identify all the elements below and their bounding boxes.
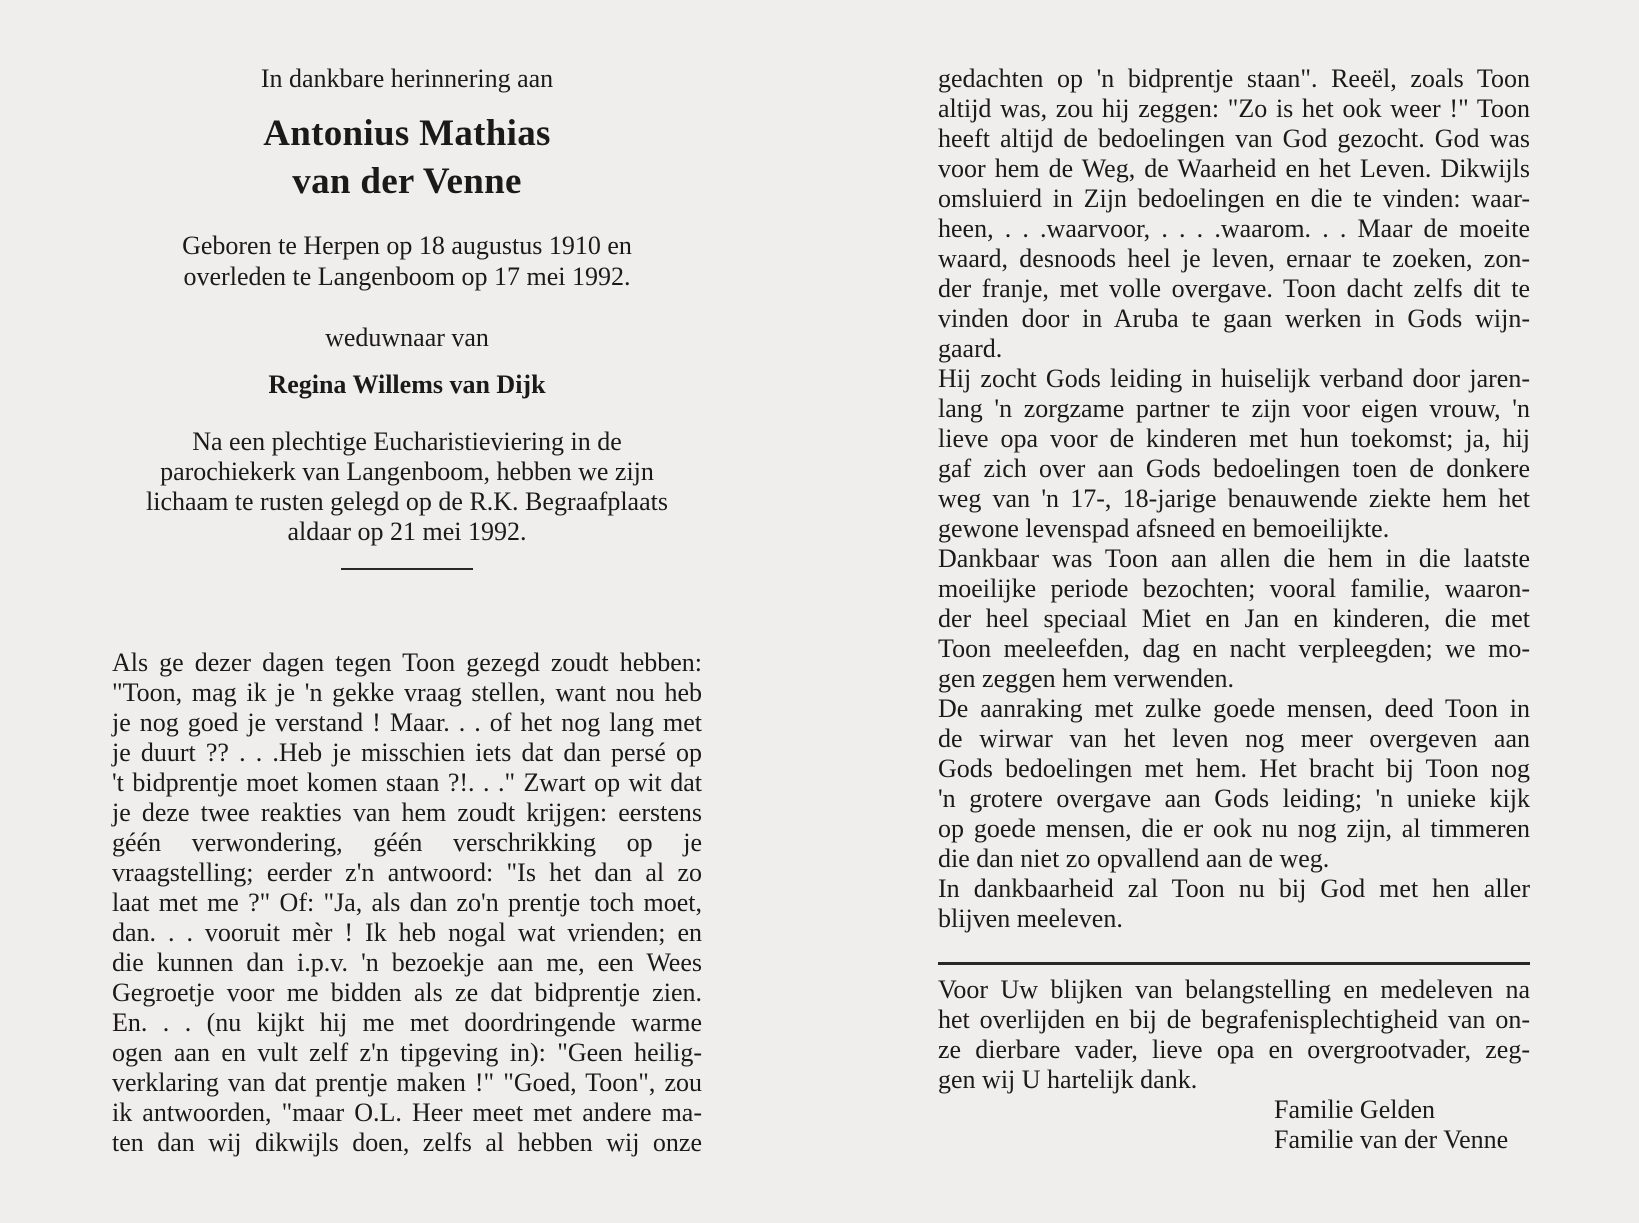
text-line: Gods bedoelingen met hem. Het bracht bij Toon nog: [938, 754, 1530, 783]
text-line: die dan niet zo opvallend aan de weg.: [938, 844, 1330, 873]
text-line: der franje, met volle overgave. Toon dacht zelfs dit te: [938, 274, 1530, 303]
text-line: op goede mensen, die er ook nu nog zijn, al timmeren: [938, 814, 1530, 843]
text-line: ze dierbare vader, lieve opa en overgrootvader, zeg-: [938, 1035, 1530, 1064]
text-line: Voor Uw blijken van belangstelling en medeleven na: [938, 975, 1530, 1004]
funeral-mass-info: [112, 427, 702, 547]
mass-line: lichaam te rusten gelegd op de R.K. Begraafplaats: [146, 487, 668, 516]
text-line: Als ge dezer dagen tegen Toon gezegd zoudt hebben:: [112, 648, 702, 677]
text-line: de wirwar van het leven nog meer overgeven aan: [938, 724, 1530, 753]
text-line: In dankbaarheid zal Toon nu bij God met hen aller: [938, 874, 1530, 903]
text-line: der heel speciaal Miet en Jan en kinderen, die met: [938, 604, 1530, 633]
text-line: gedachten op 'n bidprentje staan". Reeël, zoals Toon: [938, 64, 1530, 93]
mass-line: aldaar op 21 mei 1992.: [287, 517, 527, 546]
text-line: waard, desnoods heel je leven, ernaar te zoeken, zon-: [938, 244, 1530, 273]
text-line: Toon meeleefden, dag en nacht verpleegden; we mo-: [938, 634, 1530, 663]
text-line: verklaring van dat prentje maken !" "Goed, Toon", zou: [112, 1068, 702, 1097]
thank-you-text: [938, 975, 1530, 1095]
text-line: géén verwondering, géén verschrikking op je: [112, 828, 702, 857]
text-line: die kunnen dan i.p.v. 'n bezoekje aan me, een Wees: [112, 948, 702, 977]
text-line: 't bidprentje moet komen staan ?!. . ." Zwart op wit dat: [112, 768, 702, 797]
text-line: dan. . . vooruit mèr ! Ik heb nogal wat vrienden; en: [112, 918, 702, 947]
text-line: je nog goed je verstand ! Maar. . . of het nog lang met: [112, 708, 702, 737]
deceased-name-line1: Antonius Mathias: [263, 113, 551, 154]
text-line: Hij zocht Gods leiding in huiselijk verband door jaren-: [938, 364, 1530, 393]
text-line: je deze twee reakties van hem zoudt krijgen: eerstens: [112, 798, 702, 827]
text-line: laat met me ?" Of: "Ja, als dan zo'n prentje toch moet,: [112, 888, 702, 917]
text-line: gaf zich over aan Gods bedoelingen toen de donkere: [938, 454, 1530, 483]
text-line: ten dan wij dikwijls doen, zelfs al hebben wij onze: [112, 1128, 702, 1157]
family-name: Familie van der Venne: [1274, 1125, 1509, 1154]
mass-line: parochiekerk van Langenboom, hebben we zijn: [160, 457, 654, 486]
widow-label: weduwnaar van: [325, 323, 489, 352]
text-line: 'n grotere overgave aan Gods leiding; 'n unieke kijk: [938, 784, 1530, 813]
text-line: gen wij U hartelijk dank.: [938, 1065, 1198, 1094]
deceased-name-line2: van der Venne: [292, 161, 522, 202]
text-line: vraagstelling; eerder z'n antwoord: "Is het dan al zo: [112, 858, 702, 887]
text-line: altijd was, zou hij zeggen: "Zo is het ook weer !" Toon: [938, 94, 1530, 123]
text-line: lieve opa voor de kinderen met hun toekomst; ja, hij: [938, 424, 1530, 453]
text-line: weg van 'n 17-, 18-jarige benauwende ziekte hem het: [938, 484, 1530, 513]
memorial-text-right: [938, 64, 1530, 934]
text-line: gewone levenspad afsneed en bemoeilijkte.: [938, 514, 1390, 543]
text-line: vinden door in Aruba te gaan werken in Gods wijn-: [938, 304, 1530, 333]
spouse-name: Regina Willems van Dijk: [268, 370, 546, 399]
text-line: heeft altijd de bedoelingen van God gezocht. God was: [938, 124, 1530, 153]
intro-text: In dankbare herinnering aan: [260, 64, 554, 93]
text-line: moeilijke periode bezochten; vooral familie, waaron-: [938, 574, 1530, 603]
text-line: En. . . (nu kijkt hij me met doordringende warme: [112, 1008, 702, 1037]
birth-line: Geboren te Herpen op 18 augustus 1910 en: [182, 231, 632, 260]
memorial-text-left: [112, 648, 702, 1158]
text-line: De aanraking met zulke goede mensen, deed Toon in: [938, 694, 1530, 723]
text-line: je duurt ?? . . .Heb je misschien iets dat dan persé op: [112, 738, 702, 767]
text-line: gen zeggen hem verwenden.: [938, 664, 1234, 693]
mass-line: Na een plechtige Eucharistieviering in de: [192, 427, 622, 456]
birth-death-info: [112, 230, 702, 292]
text-line: omsluierd in Zijn bedoelingen en die te vinden: waar-: [938, 184, 1530, 213]
text-line: Gegroetje voor me bidden als ze dat bidprentje zien.: [112, 978, 702, 1007]
family-name: Familie Gelden: [1274, 1095, 1436, 1124]
text-line: ogen aan en vult zelf z'n tipgeving in): "Geen heilig-: [112, 1038, 702, 1067]
text-line: "Toon, mag ik je 'n gekke vraag stellen, want nou heb: [112, 678, 702, 707]
text-line: het overlijden en bij de begrafenisplechtigheid van on-: [938, 1005, 1530, 1034]
text-line: gaard.: [938, 334, 1003, 363]
family-signatures: [1274, 1095, 1534, 1155]
text-line: heen, . . .waarvoor, . . . .waarom. . . Maar de moeite: [938, 214, 1530, 243]
text-line: lang 'n zorgzame partner te zijn voor eigen vrouw, 'n: [938, 394, 1530, 423]
text-line: ik antwoorden, "maar O.L. Heer meet met andere ma-: [112, 1098, 702, 1127]
text-line: blijven meeleven.: [938, 904, 1123, 933]
death-line: overleden te Langenboom op 17 mei 1992.: [183, 262, 631, 291]
text-line: Dankbaar was Toon aan allen die hem in die laatste: [938, 544, 1530, 573]
divider-long: [938, 962, 1530, 965]
divider-short: [341, 568, 473, 570]
text-line: voor hem de Weg, de Waarheid en het Leven. Dikwijls: [938, 154, 1530, 183]
